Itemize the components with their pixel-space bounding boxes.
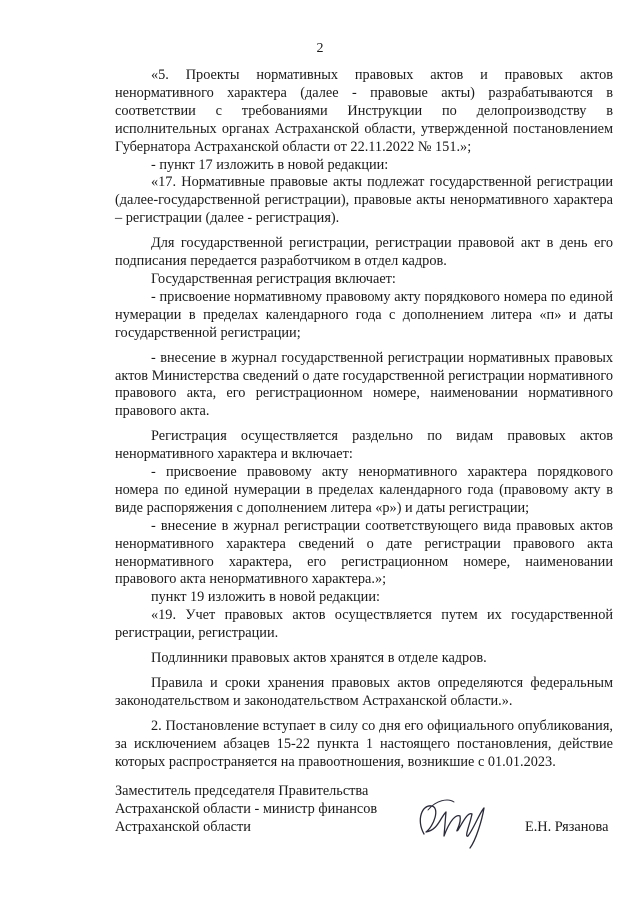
signatory-position-line: Заместитель председателя Правительства — [115, 783, 369, 799]
signatory-position-line: Астраханской области — [115, 819, 251, 835]
paragraph-registration-by-type: Регистрация осуществляется раздельно по видам правовых актов ненормативного характера и включает: — [115, 428, 613, 463]
paragraph-clause-5: «5. Проекты нормативных правовых актов и правовых актов ненормативного характера (далее - правовые акты) разрабатываются в соответствии с требованиями Инструкции по делопроизводству в исполнительных органах Астраханской области, утвержденной постановлением Губернатора Астраханской области от 22.11.2022 № 151.»; — [115, 67, 613, 155]
paragraph-state-registration-includes: Государственная регистрация включает: — [151, 270, 396, 287]
paragraph-item-19-intro: пункт 19 изложить в новой редакции: — [151, 589, 380, 606]
paragraph-clause-19: «19. Учет правовых актов осуществляется путем их государственной регистрации, регистрации. — [115, 607, 613, 642]
signatory-position — [115, 782, 377, 836]
paragraph-originals-storage: Подлинники правовых актов хранятся в отделе кадров. — [151, 650, 487, 667]
paragraph-clause-17: «17. Нормативные правовые акты подлежат государственной регистрации (далее-государственной регистрации), правовые акты ненормативного характера – регистрации (далее - регистрация). — [115, 174, 613, 227]
document-body — [115, 67, 613, 772]
paragraph-item-17-intro: - пункт 17 изложить в новой редакции: — [151, 156, 389, 173]
paragraph-journal-entry: - внесение в журнал государственной регистрации нормативных правовых актов Министерства сведений о дате государственной регистрации нормативного правового акта, его регистрационном номере, наименовании нормативного правового акта. — [115, 349, 613, 420]
signatory-position-line: Астраханской области - министр финансов — [115, 801, 378, 817]
paragraph-registration-transfer: Для государственной регистрации, регистрации правовой акт в день его подписания передается разработчиком в отдел кадров. — [115, 235, 613, 270]
paragraph-nonnormative-number: - присвоение правовому акту ненормативного характера порядкового номера по единой нумерации в пределах календарного года (правовому акту в виде распоряжения с дополнением литера «р») и даты регистрации; — [115, 464, 613, 516]
paragraph-number-assignment: - присвоение нормативному правовому акту порядкового номера по единой нумерации в пределах календарного года с дополнением литера «п» и даты государственной регистрации; — [115, 288, 613, 341]
page-number: 2 — [316, 41, 324, 56]
handwritten-signature — [410, 790, 500, 850]
paragraph-storage-rules: Правила и сроки хранения правовых актов определяются федеральным законодательством и законодательством Астраханской области.». — [115, 675, 613, 709]
paragraph-nonnormative-journal: - внесение в журнал регистрации соответствующего вида правовых актов ненормативного характера сведений о дате регистрации правового акта ненормативного характера, его регистрационном номере, наименовании правового акта ненормативного характера.»; — [115, 517, 613, 588]
paragraph-effective-date: 2. Постановление вступает в силу со дня его официального опубликования, за исключением абзацев 15-22 пункта 1 настоящего постановления, действие которых распространяется на правоотношения, возникшие с 01.01.2023. — [115, 717, 613, 770]
signatory-name: Е.Н. Рязанова — [525, 819, 609, 835]
